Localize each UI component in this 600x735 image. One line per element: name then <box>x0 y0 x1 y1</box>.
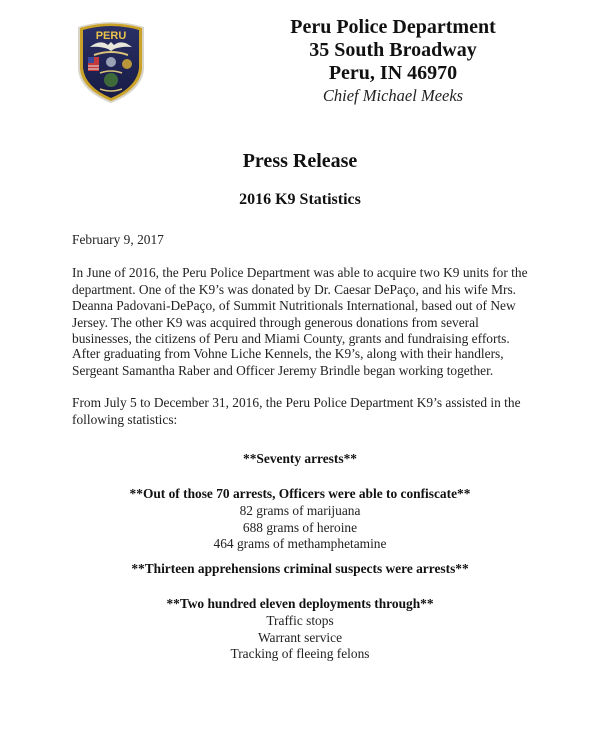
svg-text:PERU: PERU <box>95 30 127 42</box>
list-item: 688 grams of heroine <box>242 519 358 535</box>
paragraph-acquisition: In June of 2016, the Peru Police Department was able to acquire two K9 units for the department. One of the K9’s was donated by Dr. Caesar DePaço, and his wife Mrs. Deanna Padovani-DePaço, of Summit Nutritionals International, based out of New Jersey. The other K9 was acquired through generous donations from several businesses, the citizens of Peru and Miami County, grants and fundraising efforts. <box>72 265 528 346</box>
letterhead <box>268 16 518 107</box>
stat-apprehensions <box>0 561 600 578</box>
stat-deployments <box>0 596 600 663</box>
paragraph-intro-stats: From July 5 to December 31, 2016, the Peru Police Department K9’s assisted in the following statistics: <box>72 395 521 427</box>
paragraph-training: After graduating from Vohne Liche Kennels, the K9’s, along with their handlers, Sergeant Samantha Raber and Officer Jeremy Brindle began working together. <box>72 346 504 378</box>
release-date: February 9, 2017 <box>72 232 164 247</box>
street-address: 35 South Broadway <box>309 39 477 61</box>
stat-arrests <box>0 451 600 468</box>
list-item: Tracking of fleeing felons <box>230 646 370 662</box>
stat-confiscations <box>0 486 600 553</box>
city-state-zip: Peru, IN 46970 <box>328 62 458 84</box>
list-item: Warrant service <box>257 629 343 645</box>
list-item: 464 grams of methamphetamine <box>213 536 387 552</box>
stat-arrests-header: **Seventy arrests** <box>243 451 357 466</box>
list-item: 82 grams of marijuana <box>239 502 361 518</box>
stat-confiscations-header: **Out of those 70 arrests, Officers were able to confiscate** <box>129 486 471 501</box>
stat-apprehensions-header: **Thirteen apprehensions criminal suspects were arrests** <box>131 561 469 576</box>
stat-deployments-header: **Two hundred eleven deployments through** <box>166 596 434 611</box>
page-title: Press Release <box>242 150 358 172</box>
police-badge-logo <box>72 17 150 105</box>
chief-name: Chief Michael Meeks <box>322 86 464 105</box>
shield-icon <box>72 17 150 105</box>
department-name: Peru Police Department <box>290 16 496 38</box>
page-subtitle: 2016 K9 Statistics <box>239 191 361 208</box>
list-item: Traffic stops <box>266 612 334 628</box>
